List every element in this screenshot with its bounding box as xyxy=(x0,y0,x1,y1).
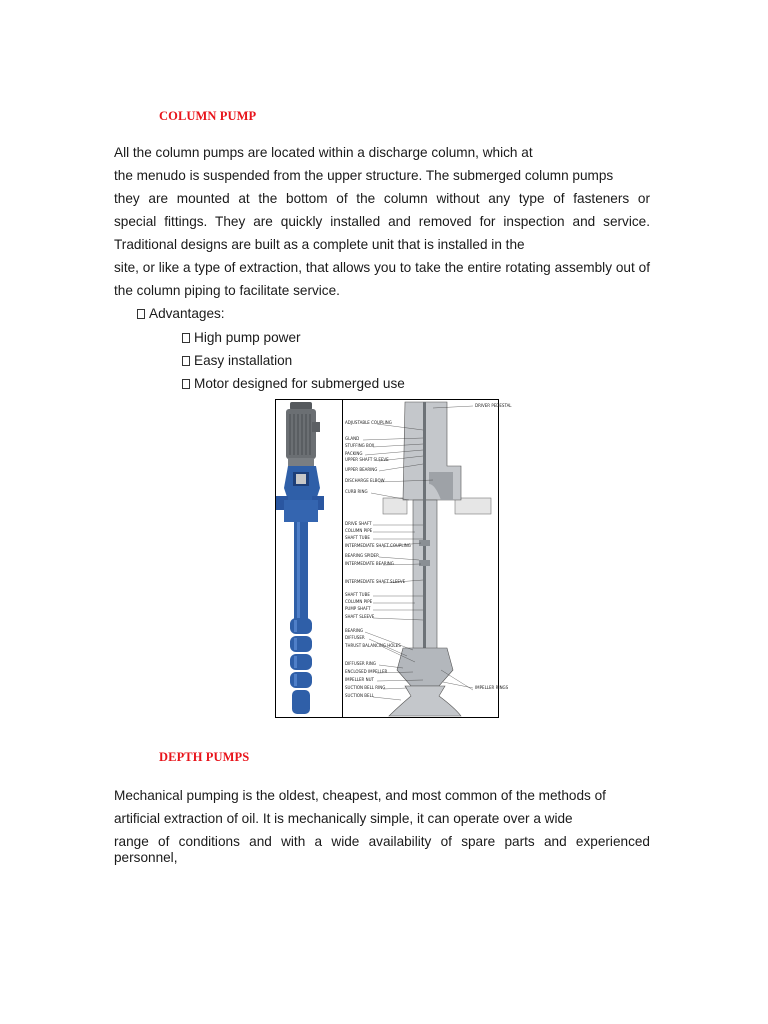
paragraph-line: the menudo is suspended from the upper structure. The submerged column pumps xyxy=(114,168,614,183)
diagram-label: PACKING xyxy=(345,451,363,456)
diagram-label: DISCHARGE ELBOW xyxy=(345,478,385,483)
paragraph-line: they are mounted at the bottom of the column without any type of fasteners or xyxy=(114,191,650,206)
paragraph-line: special fittings. They are quickly installed and removed for inspection and service. xyxy=(114,214,650,229)
section-heading-column-pump: COLUMN PUMP xyxy=(159,109,257,123)
diagram-label: DIFFUSER RING xyxy=(345,661,376,666)
diagram-label: INTERMEDIATE SHAFT COUPLING xyxy=(345,543,411,548)
diagram-label: DIFFUSER xyxy=(345,635,365,640)
bullet-box-icon xyxy=(182,379,190,389)
diagram-label: IMPELLER RINGS xyxy=(475,685,509,690)
pump-cross-section-diagram xyxy=(343,400,512,717)
diagram-label: BEARING xyxy=(345,628,364,633)
diagram-label: SUCTION BELL xyxy=(345,693,375,698)
bullet-box-icon xyxy=(182,356,190,366)
paragraph-line: Mechanical pumping is the oldest, cheapest, and most common of the methods of xyxy=(114,788,606,803)
diagram-label: SHAFT TUBE xyxy=(345,535,370,540)
advantage-text: Motor designed for submerged use xyxy=(194,376,405,391)
advantages-label: Advantages: xyxy=(149,306,225,321)
diagram-label: THRUST BALANCING HOLES xyxy=(345,643,401,648)
diagram-label: SHAFT TUBE xyxy=(345,592,370,597)
paragraph-line: All the column pumps are located within a discharge column, which at xyxy=(114,145,533,160)
diagram-label: SUCTION BELL RING xyxy=(345,685,386,690)
diagram-label: INTERMEDIATE BEARING xyxy=(345,561,394,566)
paragraph-line: site, or like a type of extraction, that allows you to take the entire rotating assembly out of xyxy=(114,260,650,275)
paragraph-line: the column piping to facilitate service. xyxy=(114,283,340,298)
diagram-label: DRIVE SHAFT xyxy=(345,521,372,526)
diagram-label: INTERMEDIATE SHAFT SLEEVE xyxy=(345,579,406,584)
paragraph-line: range of conditions and with a wide availability of spare parts and experienced personnel, xyxy=(114,834,650,865)
diagram-label: IMPELLER NUT xyxy=(345,677,374,682)
diagram-label: UPPER BEARING xyxy=(345,467,378,472)
diagram-label: ADJUSTABLE COUPLING xyxy=(345,420,392,425)
diagram-label: DRIVER PEDESTAL xyxy=(475,403,512,408)
vertical-turbine-pump-illustration xyxy=(276,400,342,717)
diagram-label: STUFFING BOX xyxy=(345,443,375,448)
advantage-text: High pump power xyxy=(194,330,301,345)
diagram-label: BEARING SPIDER xyxy=(345,553,379,558)
cross-section-svg xyxy=(343,400,512,717)
pump-figure xyxy=(275,399,512,718)
diagram-label: UPPER SHAFT SLEEVE xyxy=(345,457,389,462)
advantage-item xyxy=(182,330,301,346)
diagram-label: ENCLOSED IMPELLER xyxy=(345,669,388,674)
advantage-item xyxy=(182,353,292,369)
diagram-label: COLUMN PIPE xyxy=(345,599,373,604)
diagram-label: GLAND xyxy=(345,436,360,441)
bullet-box-icon xyxy=(182,333,190,343)
paragraph-line: Traditional designs are built as a complete unit that is installed in the xyxy=(114,237,525,252)
advantage-text: Easy installation xyxy=(194,353,293,368)
pump-photo xyxy=(276,400,343,717)
section-heading-depth-pumps: DEPTH PUMPS xyxy=(159,750,250,764)
diagram-label: CURB RING xyxy=(345,489,368,494)
diagram-label: PUMP SHAFT xyxy=(345,606,371,611)
diagram-label: SHAFT SLEEVE xyxy=(345,614,375,619)
paragraph-line: artificial extraction of oil. It is mechanically simple, it can operate over a wide xyxy=(114,811,573,826)
diagram-label: COLUMN PIPE xyxy=(345,528,373,533)
bullet-box-icon xyxy=(137,309,145,319)
advantage-item xyxy=(182,376,405,392)
advantages-label-row xyxy=(137,306,225,322)
